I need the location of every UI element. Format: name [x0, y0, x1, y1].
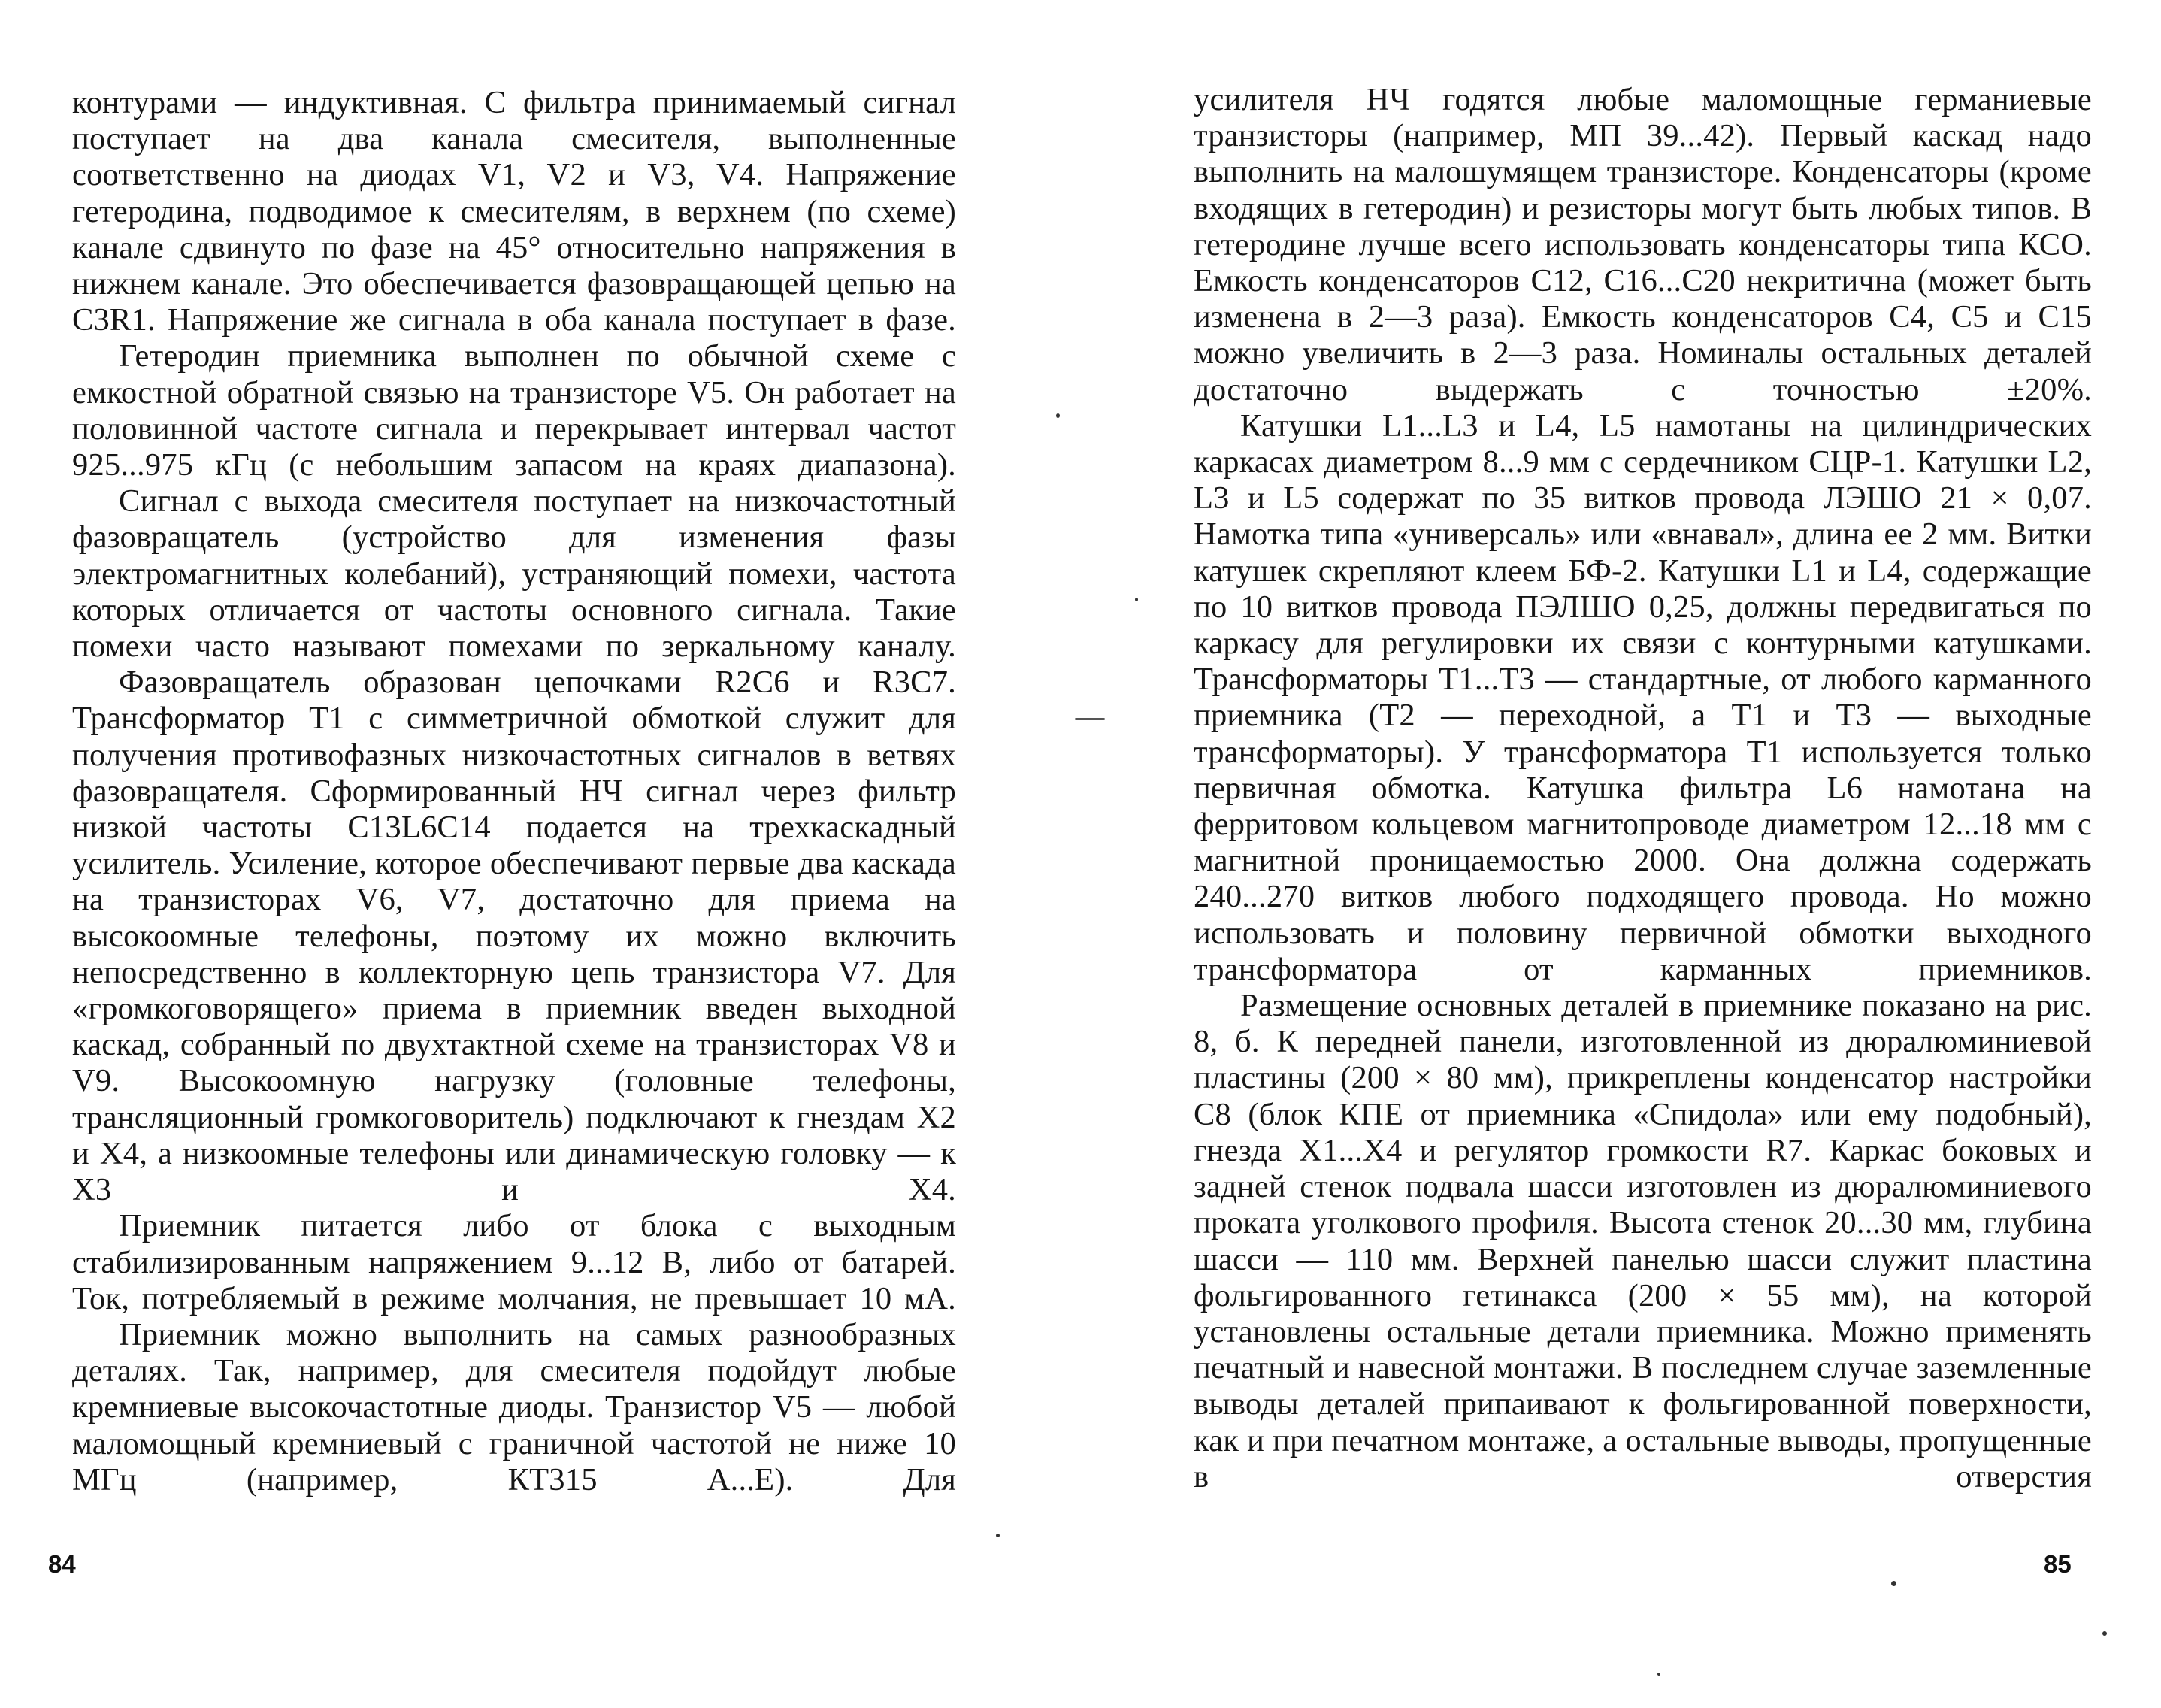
- paragraph: Сигнал с выхода смесителя поступает на низкочастотный фазовращатель (устройство для изменения фазы электромагнитных колебаний), устраняющий помехи, частота которых отличается от частоты основного сигнала. Такие помехи часто называют помехами по зеркальному каналу.: [72, 483, 956, 665]
- left-page-text: [72, 85, 956, 1498]
- paragraph: Гетеродин приемника выполнен по обычной схеме с емкостной обратной связью на транзисторе V5. Он работает на половинной частоте сигнала и перекрывает интервал частот 925...975 кГц (с небольшим запасом на краях диапазона).: [72, 338, 956, 483]
- paragraph: Приемник можно выполнить на самых разнообразных деталях. Так, например, для смесителя подойдут любые кремниевые высокочастотные диоды. Транзистор V5 — любой маломощный кремниевый с граничной частотой не ниже 10 МГц (например, КТ315 А...Е). Для: [72, 1316, 956, 1498]
- paragraph: усилителя НЧ годятся любые маломощные германиевые транзисторы (например, МП 39...42). Первый каскад надо выполнить на малошумящем транзисторе. Конденсаторы (кроме входящих в гетеродин) и резисторы могут быть любых типов. В гетеродине лучше всего использовать конденсаторы типа КСО. Емкость конденсаторов C12, C16...C20 некритична (может быть изменена в 2—3 раза). Емкость конденсаторов C4, C5 и C15 можно увеличить в 2—3 раза. Номиналы остальных деталей достаточно выдержать с точностью ±20%.: [1194, 82, 2092, 407]
- right-page-text: [1194, 82, 2092, 1495]
- scan-speck: [1056, 413, 1060, 418]
- paragraph: Размещение основных деталей в приемнике показано на рис. 8, б. К передней панели, изготовленной из дюралюминиевой пластины (200 × 80 мм), прикреплены конденсатор настройки C8 (блок КПЕ от приемника «Спидола» или ему подобный), гнезда X1...X4 и регулятор громкости R7. Каркас боковых и задней стенок подвала шасси изготовлен из дюралюминиевого проката уголкового профиля. Высота стенок 20...30 мм, глубина шасси — 110 мм. Верхней панелью шасси служит пластина фольгированного гетинакса (200 × 55 мм), на которой установлены остальные детали приемника. Можно применять печатный и навесной монтажи. В последнем случае заземленные выводы деталей припаивают к фольгированной поверхности, как и при печатном монтаже, а остальные выводы, пропущенные в отверстия: [1194, 988, 2092, 1494]
- right-page: [1081, 0, 2161, 1708]
- page-number: 84: [48, 1550, 76, 1578]
- paragraph: контурами — индуктивная. С фильтра принимаемый сигнал поступает на два канала смесителя, выполненные соответственно на диодах V1, V2 и V3, V4. Напряжение гетеродина, подводимое к смесителям, в верхнем (по схеме) канале сдвинуто по фазе на 45° относительно напряжения в нижнем канале. Это обеспечивается фазовращающей цепью на C3R1. Напряжение же сигнала в оба канала поступает в фазе.: [72, 85, 956, 338]
- paragraph: Катушки L1...L3 и L4, L5 намотаны на цилиндрических каркасах диаметром 8...9 мм с сердечником СЦР-1. Катушки L2, L3 и L5 содержат по 35 витков провода ЛЭШО 21 × 0,07. Намотка типа «универсаль» или «внавал», длина ее 2 мм. Витки катушек скрепляют клеем БФ-2. Катушки L1 и L4, содержащие по 10 витков провода ПЭЛШО 0,25, должны передвигаться по каркасу для регулировки их связи с контурными катушками. Трансформаторы T1...T3 — стандартные, от любого карманного приемника (T2 — переходной, а T1 и T3 — выходные трансформаторы). У трансформатора T1 используется только первичная обмотка. Катушка фильтра L6 намотана на ферритовом кольцевом магнитопроводе диаметром 12...18 мм с магнитной проницаемостью 2000. Она должна содержать 240...270 витков любого подходящего провода. Но можно использовать и половину первичной обмотки выходного трансформатора от карманных приемников.: [1194, 407, 2092, 987]
- paragraph: Приемник питается либо от блока с выходным стабилизированным напряжением 9...12 В, либо от батарей. Ток, потребляемый в режиме молчания, не превышает 10 мА.: [72, 1208, 956, 1316]
- scan-speck: [2102, 1631, 2107, 1636]
- scan-speck: [1135, 598, 1138, 601]
- scan-speck: [1657, 1673, 1660, 1676]
- scan-speck: [1075, 718, 1105, 720]
- scan-speck: [1891, 1581, 1896, 1586]
- paragraph: Фазовращатель образован цепочками R2C6 и R3C7. Трансформатор T1 с симметричной обмоткой служит для получения противофазных низкочастотных сигналов в ветвях фазовращателя. Сформированный НЧ сигнал через фильтр низкой частоты C13L6C14 подается на трехкаскадный усилитель. Усиление, которое обеспечивают первые два каскада на транзисторах V6, V7, достаточно для приема на высокоомные телефоны, поэтому их можно включить непосредственно в коллекторную цепь транзистора V7. Для «громкоговорящего» приема в приемник введен выходной каскад, собранный по двухтактной схеме на транзисторах V8 и V9. Высокоомную нагрузку (головные телефоны, трансляционный громкоговоритель) подключают к гнездам X2 и X4, а низкоомные телефоны или динамическую головку — к X3 и X4.: [72, 665, 956, 1208]
- page-number: 85: [2044, 1550, 2072, 1578]
- scan-speck: [996, 1534, 1000, 1537]
